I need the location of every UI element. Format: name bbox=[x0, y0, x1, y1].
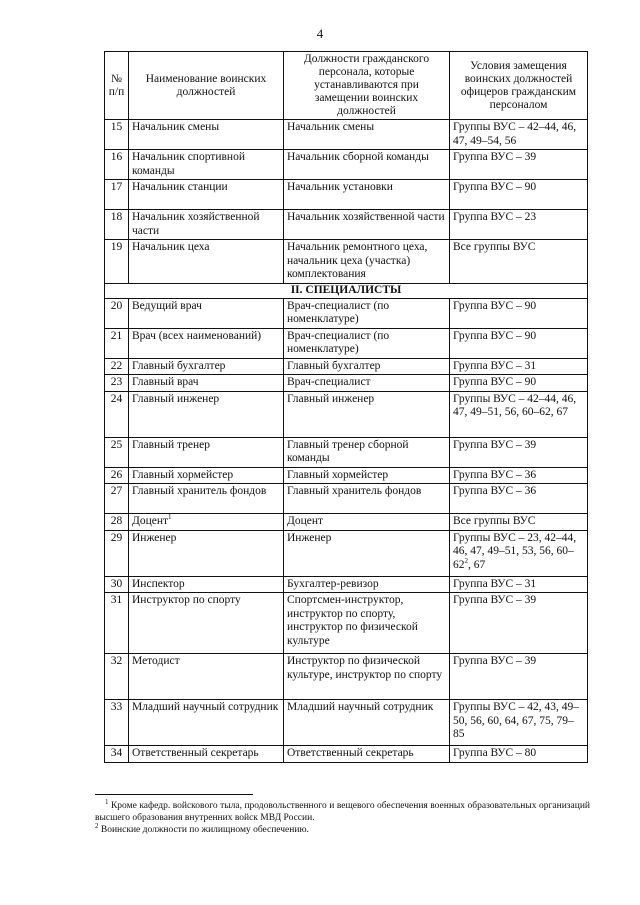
replacement-conditions bbox=[450, 240, 588, 284]
header-conditions: Условия замещения воинских должностей офицеров гражданским персоналом bbox=[450, 52, 588, 120]
military-position bbox=[129, 298, 284, 328]
military-position bbox=[129, 375, 284, 392]
table-row bbox=[105, 530, 588, 576]
civil-position-text: Врач-специалист (по номенклатуре) bbox=[287, 329, 390, 355]
row-number bbox=[105, 180, 129, 210]
table-row bbox=[105, 700, 588, 746]
header-num: № п/п bbox=[105, 52, 129, 120]
row-number-text: 16 bbox=[110, 151, 123, 163]
military-position bbox=[129, 593, 284, 654]
replacement-conditions bbox=[450, 467, 588, 484]
row-number-text: 33 bbox=[110, 701, 123, 713]
row-number-text: 21 bbox=[110, 329, 123, 342]
military-position bbox=[129, 467, 284, 484]
footnote-text: Воинские должности по жилищному обеспечению. bbox=[98, 825, 309, 835]
civil-position-text: Младший научный сотрудник bbox=[287, 701, 434, 713]
military-position-text: Младший научный сотрудник bbox=[132, 701, 279, 713]
footnote-2 bbox=[95, 821, 590, 836]
row-number-text: 24 bbox=[110, 392, 123, 405]
military-position-text: Главный хранитель фондов bbox=[132, 485, 267, 497]
row-number-text: 34 bbox=[110, 747, 123, 759]
military-position-text: Инженер bbox=[132, 531, 177, 544]
footnote-text: Кроме кафедр. войскового тыла, продовольственного и вещевого обеспечения военных образовательных организаций высшего образования внутренних войск МВД России. bbox=[95, 801, 590, 823]
row-number-text: 28 bbox=[110, 515, 123, 527]
positions-table bbox=[104, 51, 588, 763]
military-position-text: Главный инженер bbox=[132, 392, 220, 405]
civil-position-text: Главный бухгалтер bbox=[287, 359, 381, 372]
row-number-text: 18 bbox=[110, 211, 123, 223]
replacement-conditions-text: Группы ВУС – 42–44, 46, 47, 49–54, 56 bbox=[453, 121, 577, 147]
row-number bbox=[105, 298, 129, 328]
row-number-text: 25 bbox=[110, 438, 123, 451]
military-position bbox=[129, 484, 284, 514]
table-row bbox=[105, 514, 588, 531]
civil-position bbox=[284, 593, 450, 654]
military-position-text: Ведущий врач bbox=[132, 299, 202, 312]
section-heading bbox=[105, 284, 588, 299]
row-number bbox=[105, 654, 129, 700]
civil-position bbox=[284, 530, 450, 576]
replacement-conditions-text: Группа ВУС – 39 bbox=[453, 151, 537, 163]
row-number bbox=[105, 593, 129, 654]
table-row bbox=[105, 593, 588, 654]
footnote-mark: 1 bbox=[105, 797, 109, 806]
civil-position-text: Врач-специалист (по номенклатуре) bbox=[287, 299, 390, 325]
table-row bbox=[105, 150, 588, 180]
civil-position-text: Начальник сборной команды bbox=[287, 151, 429, 163]
military-position bbox=[129, 514, 284, 531]
row-number-text: 19 bbox=[110, 241, 123, 253]
military-position-text: Главный тренер bbox=[132, 438, 210, 451]
civil-position bbox=[284, 746, 450, 763]
military-position-text: Инспектор bbox=[132, 577, 185, 590]
row-number bbox=[105, 514, 129, 531]
row-number bbox=[105, 150, 129, 180]
civil-position bbox=[284, 240, 450, 284]
replacement-conditions-text: Группа ВУС – 39 bbox=[453, 594, 537, 606]
military-position-text: Начальник станции bbox=[132, 181, 228, 193]
row-number-text: 22 bbox=[110, 359, 123, 372]
footnote-reference: 1 bbox=[168, 513, 172, 522]
replacement-conditions-text: Группа ВУС – 31 bbox=[453, 577, 537, 590]
replacement-conditions bbox=[450, 593, 588, 654]
military-position bbox=[129, 150, 284, 180]
military-position-text: Начальник смены bbox=[132, 121, 220, 133]
replacement-conditions-text: Группа ВУС – 36 bbox=[453, 485, 537, 497]
replacement-conditions-text: Все группы ВУС bbox=[453, 241, 536, 253]
replacement-conditions bbox=[450, 530, 588, 576]
row-number bbox=[105, 700, 129, 746]
replacement-conditions-text: Группа ВУС – 23 bbox=[453, 211, 537, 223]
row-number bbox=[105, 120, 129, 150]
civil-position-text: Врач-специалист bbox=[287, 376, 371, 388]
civil-position bbox=[284, 514, 450, 531]
footnote-divider bbox=[95, 794, 253, 795]
replacement-conditions bbox=[450, 210, 588, 240]
replacement-conditions-text: Группы ВУС – 42, 43, 49–50, 56, 60, 64, 67, 75, 79–85 bbox=[453, 701, 579, 740]
military-position bbox=[129, 654, 284, 700]
civil-position-text: Начальник установки bbox=[287, 181, 393, 193]
civil-position bbox=[284, 328, 450, 358]
header-military-position: Наименование воинских должностей bbox=[129, 52, 284, 120]
table-row bbox=[105, 484, 588, 514]
civil-position bbox=[284, 210, 450, 240]
civil-position bbox=[284, 180, 450, 210]
civil-position-text: Главный хормейстер bbox=[287, 468, 389, 481]
table-row bbox=[105, 358, 588, 375]
row-number-text: 26 bbox=[110, 468, 123, 481]
replacement-conditions-text: Группы ВУС – 42–44, 46, 47, 49–51, 56, 60–62, 67 bbox=[453, 392, 577, 418]
military-position bbox=[129, 746, 284, 763]
row-number bbox=[105, 467, 129, 484]
row-number-text: 23 bbox=[110, 376, 123, 388]
table-row bbox=[105, 576, 588, 593]
civil-position bbox=[284, 576, 450, 593]
replacement-conditions-text: Группа ВУС – 36 bbox=[453, 468, 537, 481]
military-position-text: Главный врач bbox=[132, 376, 199, 388]
replacement-conditions bbox=[450, 700, 588, 746]
row-number bbox=[105, 746, 129, 763]
replacement-conditions bbox=[450, 120, 588, 150]
footnote-1 bbox=[95, 797, 590, 824]
table-row bbox=[105, 210, 588, 240]
table-row bbox=[105, 375, 588, 392]
civil-position bbox=[284, 437, 450, 467]
civil-position bbox=[284, 298, 450, 328]
military-position-text: Инструктор по спорту bbox=[132, 594, 241, 606]
page-number: 4 bbox=[316, 26, 324, 41]
replacement-conditions-text: Группа ВУС – 31 bbox=[453, 359, 537, 372]
military-position-text: Начальник цеха bbox=[132, 241, 210, 253]
military-position bbox=[129, 700, 284, 746]
military-position bbox=[129, 240, 284, 284]
replacement-conditions bbox=[450, 358, 588, 375]
table-body-bottom bbox=[105, 298, 588, 762]
civil-position-text: Главный инженер bbox=[287, 392, 375, 405]
table-row bbox=[105, 467, 588, 484]
civil-position bbox=[284, 375, 450, 392]
row-number bbox=[105, 484, 129, 514]
row-number bbox=[105, 328, 129, 358]
table-row bbox=[105, 437, 588, 467]
military-position-text: Начальник хозяйственной части bbox=[132, 211, 260, 237]
row-number-text: 29 bbox=[110, 531, 123, 544]
replacement-conditions-text: Группа ВУС – 90 bbox=[453, 329, 537, 342]
row-number bbox=[105, 437, 129, 467]
military-position-text: Врач (всех наименований) bbox=[132, 329, 262, 342]
replacement-conditions-text: Все группы ВУС bbox=[453, 515, 536, 527]
replacement-conditions bbox=[450, 437, 588, 467]
civil-position-text: Главный тренер сборной команды bbox=[287, 438, 409, 464]
military-position bbox=[129, 437, 284, 467]
table-header-row bbox=[105, 52, 588, 120]
military-position-text: Методист bbox=[132, 655, 180, 667]
civil-position bbox=[284, 484, 450, 514]
civil-position-text: Начальник хозяйственной части bbox=[287, 211, 445, 223]
row-number bbox=[105, 530, 129, 576]
row-number-text: 17 bbox=[110, 181, 123, 193]
section-row bbox=[105, 284, 588, 299]
civil-position-text: Спортсмен-инструктор, инструктор по спорту, инструктор по физической культуре bbox=[287, 594, 418, 647]
row-number bbox=[105, 210, 129, 240]
military-position-text: Главный бухгалтер bbox=[132, 359, 226, 372]
footnote-reference: 2 bbox=[464, 556, 468, 565]
replacement-conditions bbox=[450, 514, 588, 531]
row-number bbox=[105, 240, 129, 284]
row-number-text: 20 bbox=[110, 299, 123, 312]
table-row bbox=[105, 120, 588, 150]
replacement-conditions-text: Группа ВУС – 39 bbox=[453, 655, 537, 667]
replacement-conditions bbox=[450, 150, 588, 180]
military-position bbox=[129, 358, 284, 375]
civil-position-text: Инженер bbox=[287, 531, 332, 544]
footnote-mark: 2 bbox=[95, 821, 99, 830]
replacement-conditions-text: Группа ВУС – 90 bbox=[453, 181, 537, 193]
civil-position-text: Начальник смены bbox=[287, 121, 375, 133]
row-number bbox=[105, 391, 129, 437]
table-row bbox=[105, 654, 588, 700]
civil-position bbox=[284, 700, 450, 746]
military-position bbox=[129, 210, 284, 240]
civil-position bbox=[284, 654, 450, 700]
civil-position bbox=[284, 150, 450, 180]
military-position-text: Доцент bbox=[132, 515, 169, 527]
civil-position bbox=[284, 120, 450, 150]
header-civil-position: Должности гражданского персонала, которые устанавливаются при замещении воинских должностей bbox=[284, 52, 450, 120]
civil-position-text: Ответственный секретарь bbox=[287, 747, 414, 759]
table-row bbox=[105, 746, 588, 763]
replacement-conditions-text: Группа ВУС – 90 bbox=[453, 299, 537, 312]
civil-position-text: Доцент bbox=[287, 515, 324, 527]
row-number bbox=[105, 358, 129, 375]
table-row bbox=[105, 328, 588, 358]
military-position bbox=[129, 391, 284, 437]
civil-position-text: Главный хранитель фондов bbox=[287, 485, 422, 497]
footnotes bbox=[95, 797, 590, 836]
military-position bbox=[129, 530, 284, 576]
row-number-text: 15 bbox=[110, 121, 123, 133]
replacement-conditions bbox=[450, 484, 588, 514]
military-position bbox=[129, 180, 284, 210]
replacement-conditions bbox=[450, 328, 588, 358]
replacement-conditions-text: Группа ВУС – 90 bbox=[453, 376, 537, 388]
replacement-conditions bbox=[450, 746, 588, 763]
row-number bbox=[105, 375, 129, 392]
table-row bbox=[105, 298, 588, 328]
replacement-conditions-text: Группа ВУС – 80 bbox=[453, 747, 537, 759]
military-position bbox=[129, 120, 284, 150]
civil-position bbox=[284, 467, 450, 484]
table-row bbox=[105, 240, 588, 284]
military-position-text: Ответственный секретарь bbox=[132, 747, 259, 759]
civil-position bbox=[284, 358, 450, 375]
row-number-text: 30 bbox=[110, 577, 123, 590]
replacement-conditions-text: Группы ВУС – 23, 42–44, 46, 47, 49–51, 53, 56, 60–62 bbox=[453, 531, 577, 571]
civil-position-text: Бухгалтер-ревизор bbox=[287, 577, 379, 590]
replacement-conditions bbox=[450, 391, 588, 437]
replacement-conditions-text: Группа ВУС – 39 bbox=[453, 438, 537, 451]
row-number-text: 27 bbox=[110, 485, 123, 497]
replacement-conditions bbox=[450, 654, 588, 700]
replacement-conditions bbox=[450, 180, 588, 210]
civil-position-text: Инструктор по физической культуре, инструктор по спорту bbox=[287, 655, 443, 681]
replacement-conditions bbox=[450, 298, 588, 328]
table-row bbox=[105, 180, 588, 210]
replacement-conditions bbox=[450, 375, 588, 392]
section-title: II. СПЕЦИАЛИСТЫ bbox=[105, 284, 588, 299]
military-position bbox=[129, 328, 284, 358]
military-position-text: Начальник спортивной команды bbox=[132, 151, 245, 177]
civil-position-text: Начальник ремонтного цеха, начальник цеха (участка) комплектования bbox=[287, 241, 428, 280]
row-number bbox=[105, 576, 129, 593]
table-body-top bbox=[105, 120, 588, 284]
military-position bbox=[129, 576, 284, 593]
replacement-conditions-text-tail: , 67 bbox=[468, 558, 486, 571]
row-number-text: 32 bbox=[110, 655, 123, 667]
military-position-text: Главный хормейстер bbox=[132, 468, 234, 481]
table-row bbox=[105, 391, 588, 437]
civil-position bbox=[284, 391, 450, 437]
replacement-conditions bbox=[450, 576, 588, 593]
row-number-text: 31 bbox=[110, 594, 123, 606]
